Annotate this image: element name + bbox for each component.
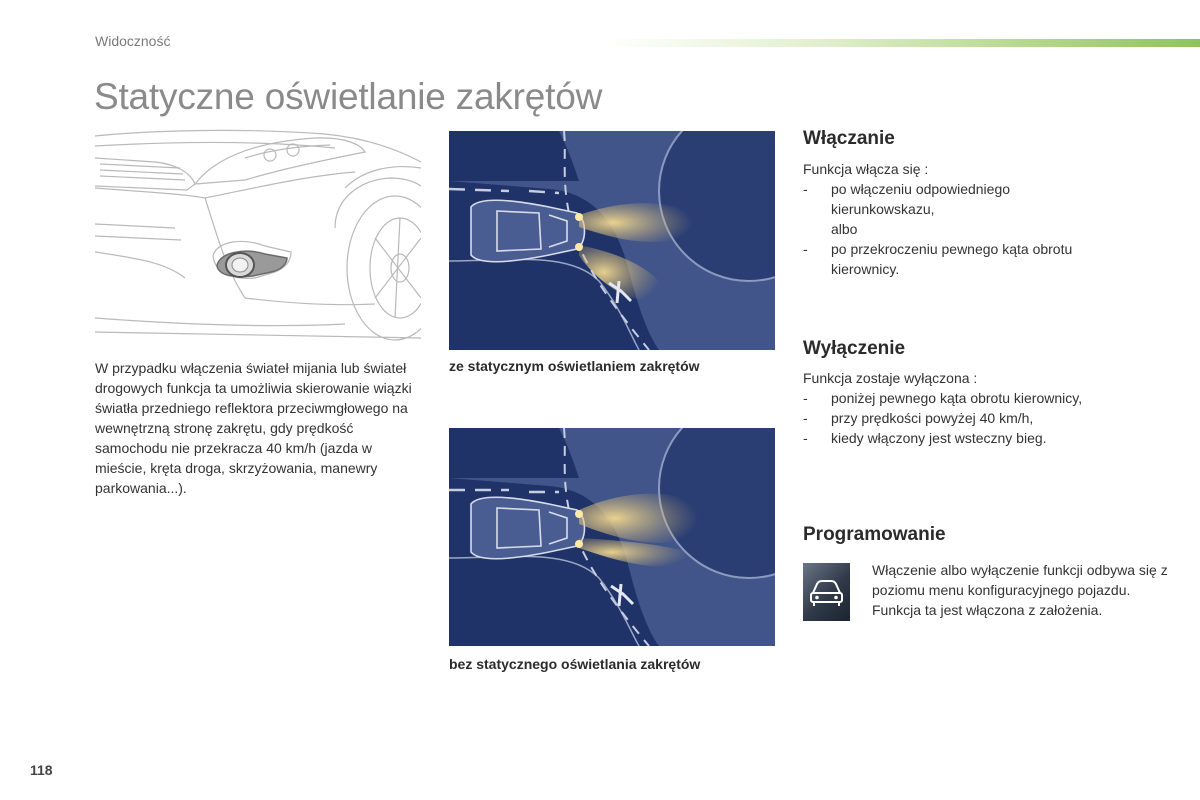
scene-without-cornering-light: [449, 428, 775, 646]
caption-without-cornering: bez statycznego oświetlania zakrętów: [449, 656, 701, 672]
activation-list-2: [803, 239, 1123, 279]
programming-text-line: Funkcja ta jest włączona z założenia.: [872, 602, 1103, 618]
fog-lamp-icon: [217, 251, 287, 277]
section-label: Widoczność: [95, 33, 171, 49]
activation-intro: Funkcja włącza się :: [803, 161, 929, 177]
list-item: - poniżej pewnego kąta obrotu kierownicy,: [803, 388, 1163, 408]
activation-heading: Włączanie: [803, 128, 895, 149]
page-number: 118: [30, 762, 53, 778]
deactivation-intro: Funkcja zostaje wyłączona :: [803, 370, 978, 386]
caption-with-cornering: ze statycznym oświetlaniem zakrętów: [449, 358, 700, 374]
programming-heading: Programowanie: [803, 524, 946, 545]
list-item: - po przekroczeniu pewnego kąta obrotu kierownicy.: [803, 239, 1123, 279]
list-item-continuation: kierunkowskazu,: [831, 201, 935, 217]
list-item: - kiedy włączony jest wsteczny bieg.: [803, 428, 1163, 448]
deactivation-heading: Wyłączenie: [803, 338, 906, 359]
page-title: Statyczne oświetlanie zakrętów: [94, 76, 603, 117]
programming-text: [872, 560, 1172, 620]
car-settings-icon: [803, 563, 850, 621]
activation-list: [803, 179, 1163, 199]
car-front-illustration: [95, 128, 421, 342]
list-item-continuation: albo: [831, 221, 858, 237]
list-item: - po włączeniu odpowiedniego: [803, 179, 1163, 199]
header-accent-bar: [605, 39, 1200, 47]
intro-paragraph: W przypadku włączenia świateł mijania lub świateł drogowych funkcja ta umożliwia skierowanie wiązki światła przedniego reflektora przeciwmgłowego na wewnętrzną stronę zakrętu, gdy prędkość samochodu nie przekracza 40 km/h (jazda w mieście, kręta droga, skrzyżowania, manewry parkowania...).: [95, 360, 412, 496]
list-item: - przy prędkości powyżej 40 km/h,: [803, 408, 1163, 428]
scene-with-cornering-light: [449, 131, 775, 350]
programming-text-line: Włączenie albo wyłączenie funkcji odbywa się z poziomu menu konfiguracyjnego pojazdu.: [872, 562, 1168, 598]
deactivation-list: [803, 388, 1163, 448]
